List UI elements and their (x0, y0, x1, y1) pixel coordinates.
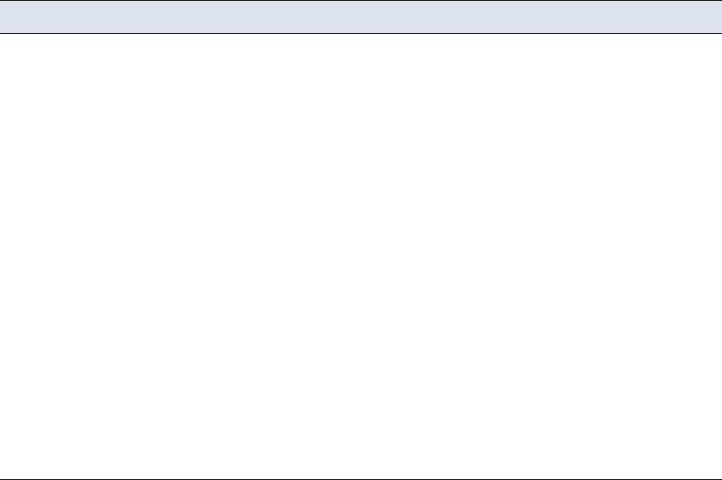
header-rule (0, 33, 722, 34)
header-row (0, 1, 722, 33)
